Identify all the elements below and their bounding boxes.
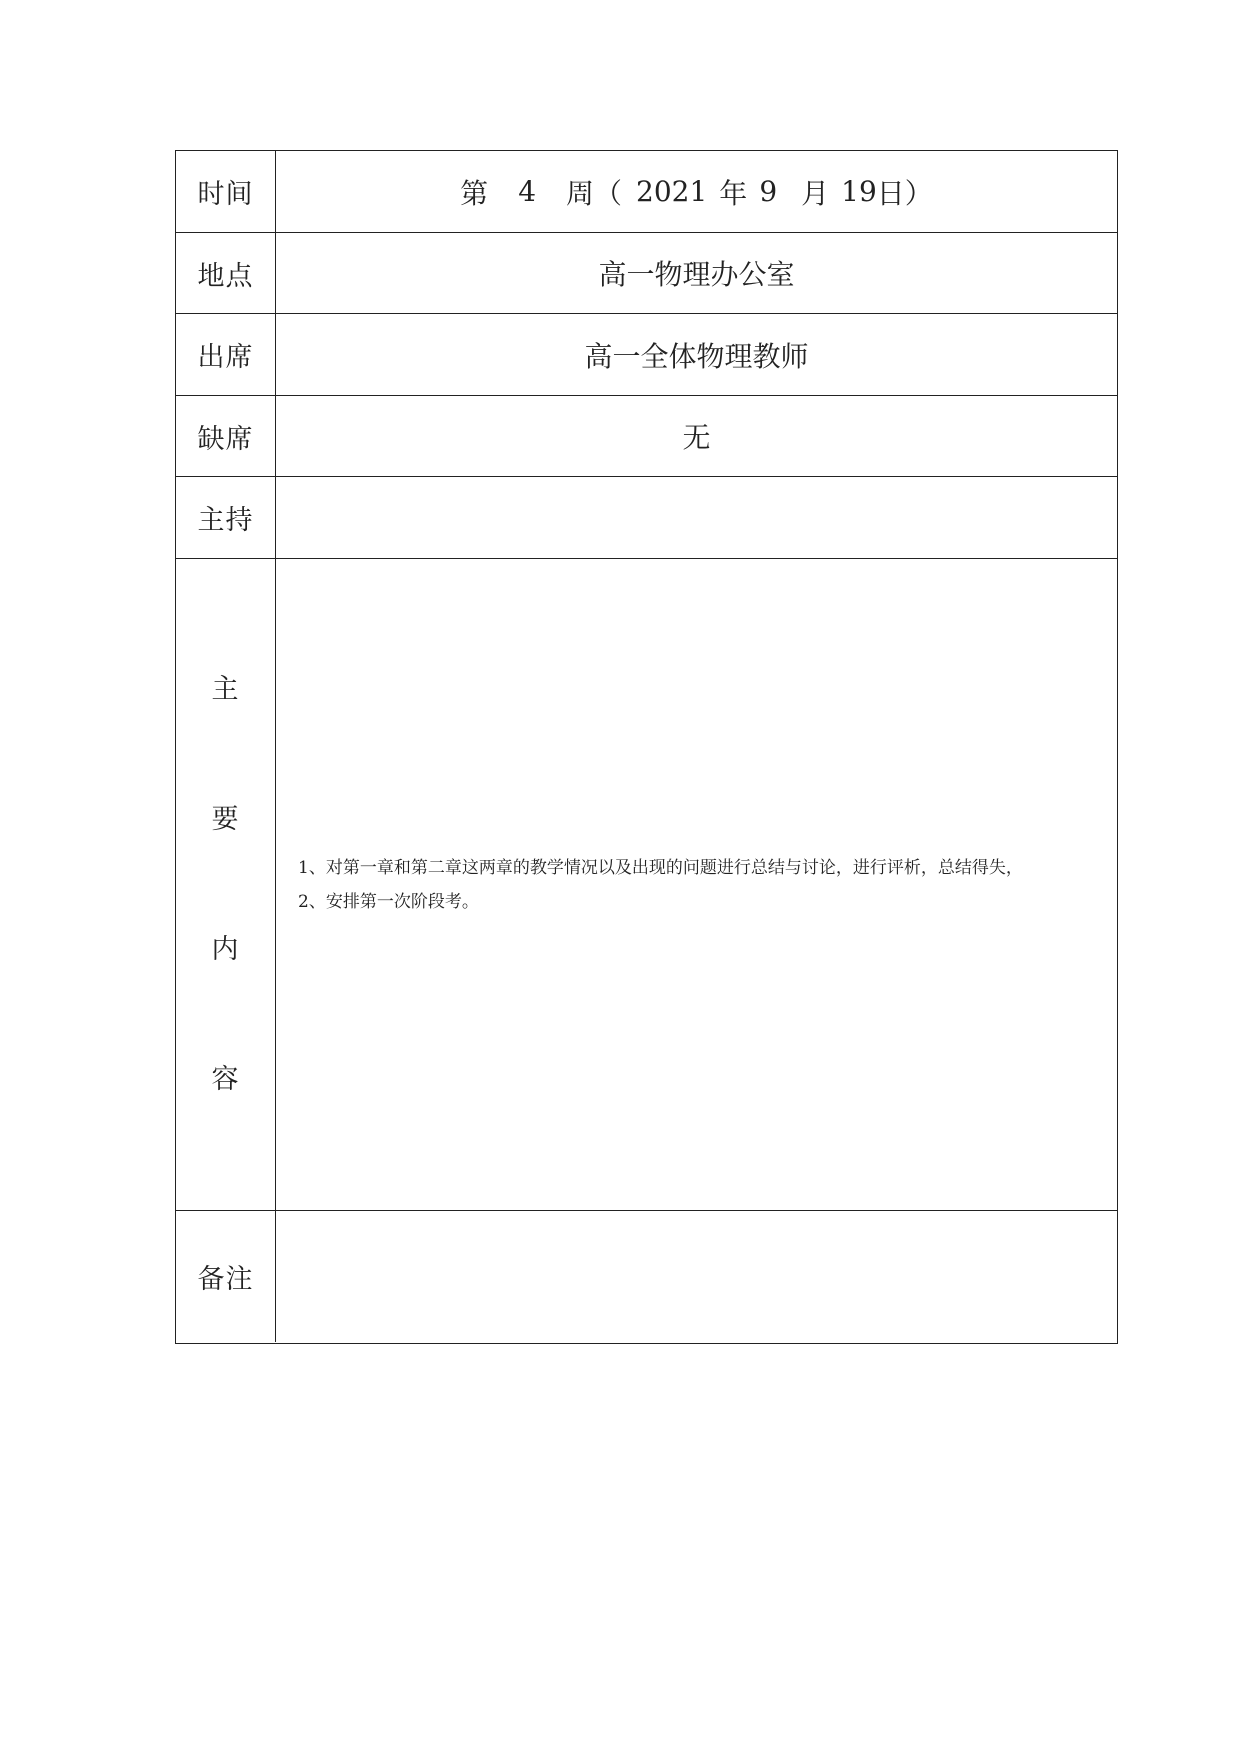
attendees-value: 高一全体物理教师 — [584, 339, 809, 373]
time-value — [460, 172, 933, 212]
week-prefix: 第 — [460, 176, 489, 210]
content-item: 1、对第一章和第二章这两章的教学情况以及出现的问题进行总结与讨论，进行评析，总结得失， — [298, 857, 1023, 878]
week-suffix: 周（ — [566, 176, 623, 210]
month-unit: 月 — [801, 176, 830, 210]
content-label-char: 容 — [211, 1063, 240, 1095]
absent-value: 无 — [682, 421, 711, 454]
notes-row — [176, 1211, 1117, 1342]
month: 9 — [759, 175, 778, 208]
host-label: 主持 — [176, 477, 276, 558]
host-row — [176, 477, 1117, 559]
location-label: 地点 — [176, 233, 276, 313]
time-label: 时间 — [176, 151, 276, 232]
location-value: 高一物理办公室 — [598, 258, 795, 291]
location-row — [176, 233, 1117, 314]
time-value-cell — [276, 151, 1117, 232]
year: 2021 — [636, 175, 708, 208]
content-label-char: 主 — [211, 673, 240, 705]
content-label-char: 要 — [211, 803, 240, 835]
absent-row — [176, 396, 1117, 477]
content-row — [176, 559, 1117, 1211]
absent-label: 缺席 — [176, 396, 276, 476]
notes-value — [276, 1211, 1117, 1342]
content-item: 2、安排第一次阶段考。 — [298, 891, 479, 912]
week-number: 4 — [518, 175, 537, 208]
year-unit: 年 — [719, 176, 748, 210]
notes-label: 备注 — [176, 1211, 276, 1342]
attendees-label: 出席 — [176, 314, 276, 395]
content-label — [176, 559, 276, 1210]
day-unit: 日） — [876, 176, 933, 210]
content-body — [276, 559, 1117, 1210]
day: 19 — [841, 175, 877, 208]
content-label-char: 内 — [211, 933, 240, 965]
meeting-record-table — [175, 150, 1118, 1344]
time-row — [176, 151, 1117, 233]
attendees-row — [176, 314, 1117, 396]
host-value — [276, 477, 1117, 558]
